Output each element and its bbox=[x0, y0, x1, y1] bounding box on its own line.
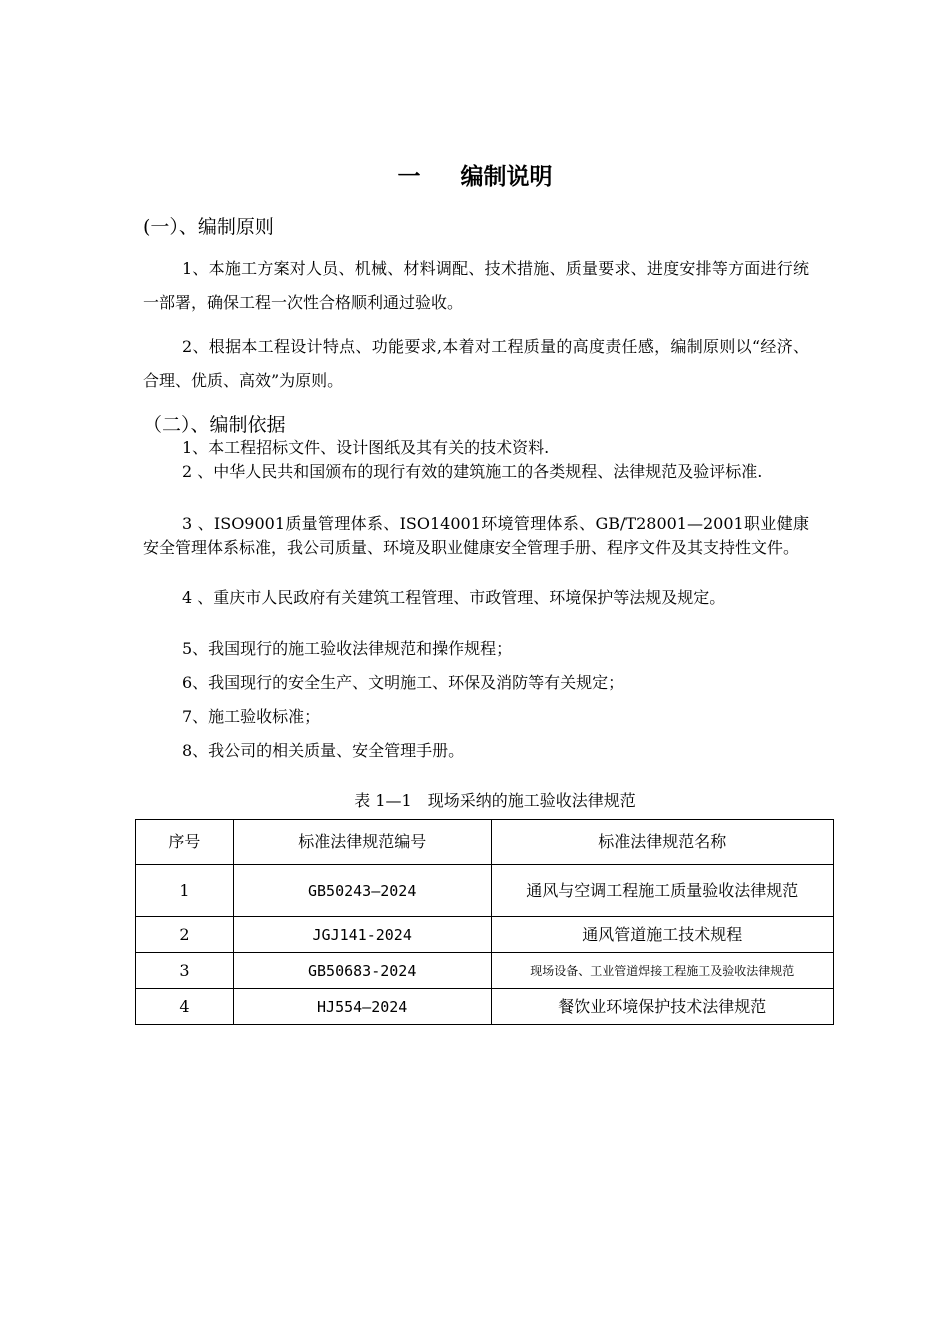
section1-paragraph-1: 1、本施工方案对人员、机械、材料调配、技术措施、质量要求、进度安排等方面进行统一部署，确保工程一次性合格顺利通过验收。 bbox=[143, 259, 809, 312]
section2-item-3: 3 、ISO9001质量管理体系、ISO14001环境管理体系、GB/T28001—2001职业健康安全管理体系标准，我公司质量、环境及职业健康安全管理手册、程序文件及其支持性文件。 bbox=[143, 514, 809, 557]
row-name: 餐饮业环境保护技术法律规范 bbox=[491, 989, 833, 1025]
column-header-code: 标准法律规范编号 bbox=[233, 820, 491, 865]
row-index: 1 bbox=[136, 865, 234, 917]
section2-heading: （二）、编制依据 bbox=[143, 414, 286, 436]
row-name: 通风管道施工技术规程 bbox=[491, 917, 833, 953]
section2-item-4: 4 、重庆市人民政府有关建筑工程管理、市政管理、环境保护等法规及规定。 bbox=[182, 588, 726, 607]
row-index: 2 bbox=[136, 917, 234, 953]
table-row bbox=[136, 953, 834, 989]
table-caption: 表 1—1 现场采纳的施工验收法律规范 bbox=[354, 791, 636, 810]
row-index: 3 bbox=[136, 953, 234, 989]
page-title bbox=[0, 158, 950, 191]
row-code: GB50683-2024 bbox=[233, 953, 491, 989]
row-name: 现场设备、工业管道焊接工程施工及验收法律规范 bbox=[491, 953, 833, 989]
title-number: 一 bbox=[397, 164, 421, 190]
column-header-name: 标准法律规范名称 bbox=[491, 820, 833, 865]
table-row bbox=[136, 989, 834, 1025]
section2-item-6: 6、我国现行的安全生产、文明施工、环保及消防等有关规定； bbox=[182, 673, 625, 692]
column-header-index: 序号 bbox=[136, 820, 234, 865]
section1-paragraph-2: 2、根据本工程设计特点、功能要求,本着对工程质量的高度责任感，编制原则以“经济、合理、优质、高效”为原则。 bbox=[143, 337, 809, 390]
section2-item-1: 1、本工程招标文件、设计图纸及其有关的技术资料. bbox=[182, 438, 550, 457]
section2-item-2: 2 、中华人民共和国颁布的现行有效的建筑施工的各类规程、法律规范及验评标准. bbox=[182, 462, 763, 481]
section2-item-5: 5、我国现行的施工验收法律规范和操作规程； bbox=[182, 639, 513, 658]
section2-item-7: 7、施工验收标准； bbox=[182, 707, 321, 726]
table-header-row bbox=[136, 820, 834, 865]
section1-heading: (一）、编制原则 bbox=[143, 216, 274, 238]
row-code: GB50243—2024 bbox=[233, 865, 491, 917]
row-code: JGJ141-2024 bbox=[233, 917, 491, 953]
row-code: HJ554—2024 bbox=[233, 989, 491, 1025]
standards-table bbox=[135, 819, 834, 1025]
table-row bbox=[136, 917, 834, 953]
row-index: 4 bbox=[136, 989, 234, 1025]
section2-item-8: 8、我公司的相关质量、安全管理手册。 bbox=[182, 741, 465, 760]
table-row bbox=[136, 865, 834, 917]
title-text: 编制说明 bbox=[460, 164, 553, 190]
row-name: 通风与空调工程施工质量验收法律规范 bbox=[491, 865, 833, 917]
